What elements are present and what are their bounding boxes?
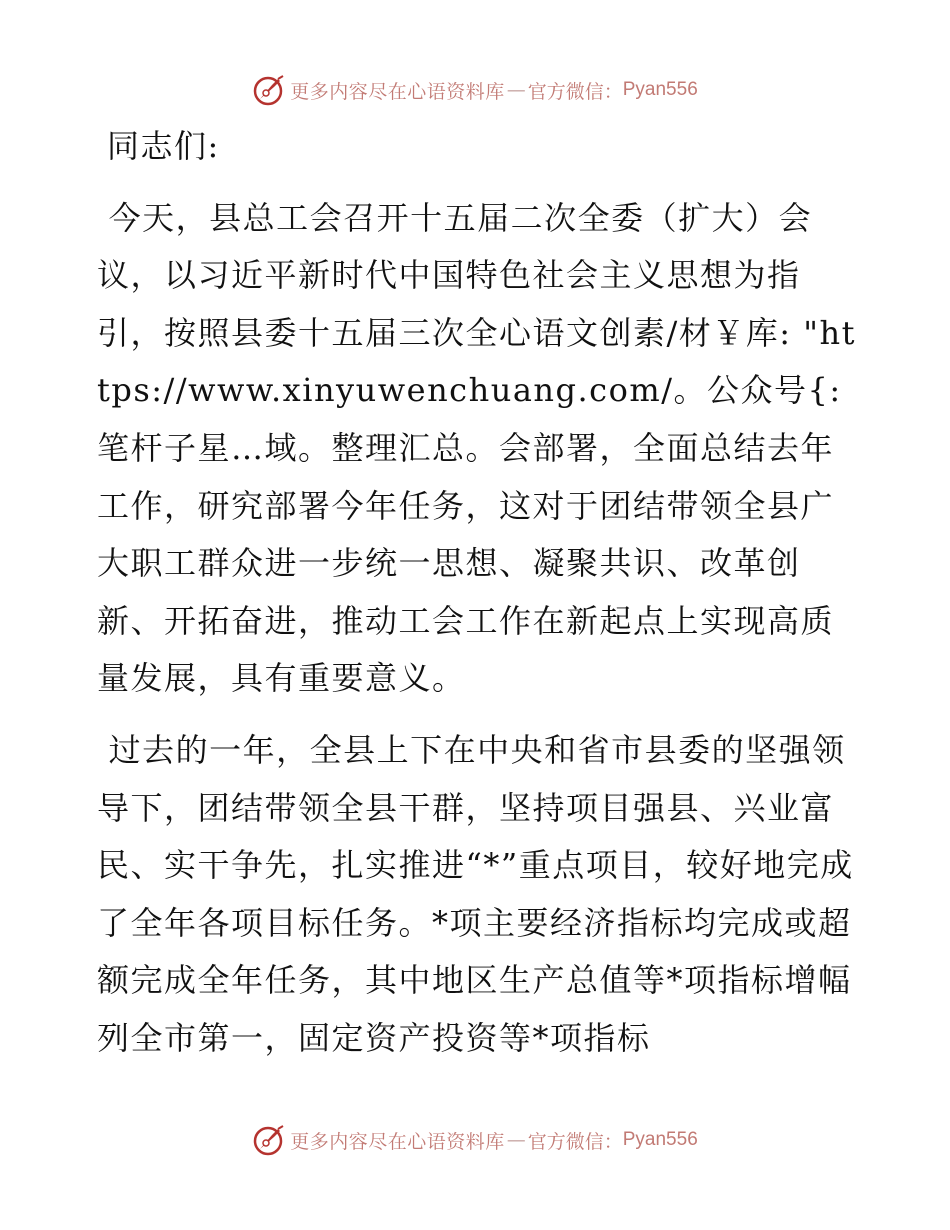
greeting: 同志们:: [107, 127, 220, 165]
header-separator: —: [506, 79, 526, 101]
pen-nib-logo-icon: [252, 73, 286, 107]
pen-nib-logo-icon: [252, 1123, 286, 1157]
paragraph-1: 今天，县总工会召开十五届二次全委（扩大）会议，以习近平新时代中国特色社会主义思想为指引，按照县委十五届三次全心语文创素/材￥库: "https://www.xinyuwenchuang.com/。公众号{: 笔杆子星…域。整理汇总。会部署，全面总结去年工作，研究部署今年任务，这对于团结带领全县广大职工群众进一步统一思想、凝聚共识、改革创新、开拓奋进，推动工会工作在新起点上实现高质量发展，具有重要意义。: [97, 198, 856, 698]
footer-site-text: 更多内容尽在心语资料库: [290, 1130, 505, 1153]
footer-wechat-label: 官方微信：: [527, 1130, 623, 1153]
footer-banner: [0, 1120, 950, 1160]
document-body: [97, 118, 857, 1068]
footer-wechat-id: Pyan556: [622, 1129, 698, 1150]
header-banner: [0, 70, 950, 110]
header-wechat-label: 官方微信：: [527, 80, 623, 103]
header-site-text: 更多内容尽在心语资料库: [290, 80, 505, 103]
paragraph-2: 过去的一年，全县上下在中央和省市县委的坚强领导下，团结带领全县干群，坚持项目强县、兴业富民、实干争先，扎实推进“*”重点项目，较好地完成了全年各项目标任务。*项主要经济指标均完成或超额完成全年任务，其中地区生产总值等*项指标增幅列全市第一，固定资产投资等*项指标: [97, 730, 854, 1057]
footer-separator: —: [506, 1129, 526, 1151]
header-wechat-id: Pyan556: [622, 79, 698, 100]
